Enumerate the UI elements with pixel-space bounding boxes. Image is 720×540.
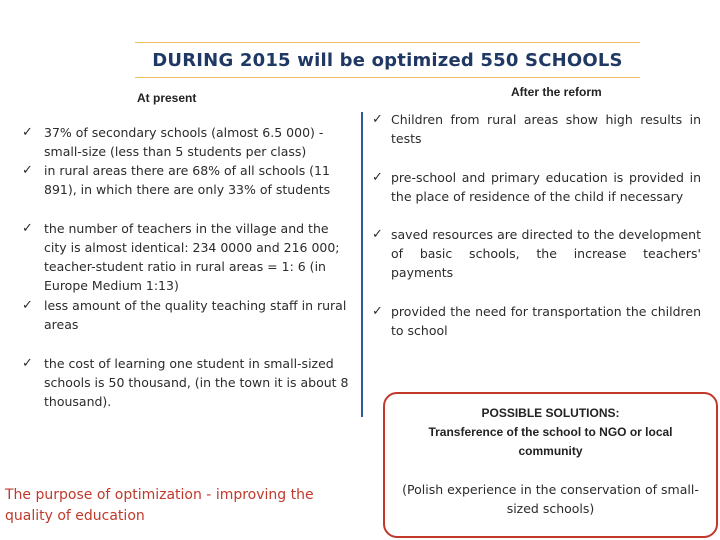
page-title: DURING 2015 will be optimized 550 SCHOOLS [152,50,623,71]
list-item-text: less amount of the quality teaching staff in rural areas [44,298,347,332]
check-icon: ✓ [372,304,383,319]
purpose-statement: The purpose of optimization - improving the quality of education [5,487,314,524]
list-item [8,219,354,295]
title-rule-bottom [135,77,640,78]
list-item-text: pre-school and primary education is provided in the place of residence of the child if necessary [391,170,701,204]
list-item [8,354,354,411]
solutions-line: Transference of the school to NGO or local community [428,425,673,458]
list-item [372,225,701,282]
check-icon: ✓ [22,298,33,313]
list-item [8,123,354,161]
list-item-text: provided the need for transportation the children to school [391,304,701,338]
list-item-text: 37% of secondary schools (almost 6.5 000) - small-size (less than 5 students per class) [44,125,324,159]
list-item [8,161,354,199]
check-icon: ✓ [22,221,33,236]
solutions-note: (Polish experience in the conservation of small-sized schools) [402,482,699,516]
list-item-text: Children from rural areas show high results in tests [391,112,701,146]
list-item [372,168,701,206]
list-item-text: the cost of learning one student in small-sized schools is 50 thousand, (in the town it is about 8 thousand). [44,356,349,409]
check-icon: ✓ [22,356,33,371]
list-item [372,302,701,340]
list-item-text: the number of teachers in the village and the city is almost identical: 234 0000 and 216 000; teacher-student ratio in rural areas = 1: 6 (in Europe Medium 1:13) [44,221,340,293]
check-icon: ✓ [372,227,383,242]
list-item-text: in rural areas there are 68% of all schools (11 891), in which there are only 33% of students [44,163,331,197]
solutions-box [383,392,718,538]
list-item-text: saved resources are directed to the development of basic schools, the increase teachers' payments [391,227,701,280]
heading-at-present: At present [137,91,197,105]
heading-after-reform: After the reform [511,85,602,99]
check-icon: ✓ [22,163,33,178]
list-item [372,110,701,148]
column-divider [361,112,363,417]
solutions-heading: POSSIBLE SOLUTIONS: [481,406,620,420]
check-icon: ✓ [372,112,383,127]
check-icon: ✓ [22,125,33,140]
title-rule-top [135,42,640,43]
check-icon: ✓ [372,170,383,185]
list-item [8,296,354,334]
